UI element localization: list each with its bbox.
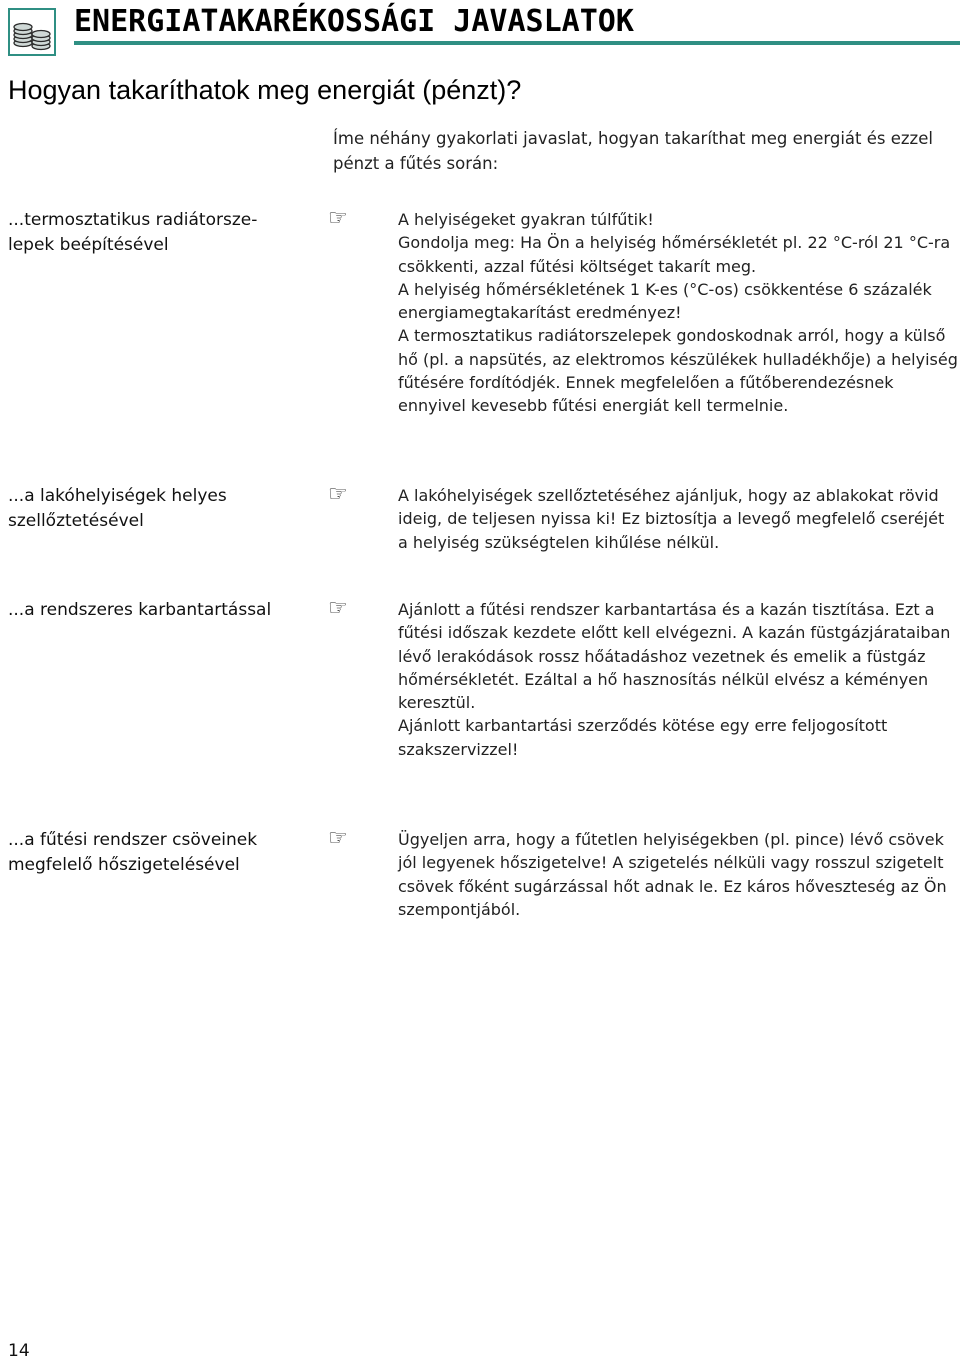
pointing-hand-icon: ☞ [328,206,348,231]
tip-label: ...a fűtési rendszer csöveinek megfelelő hőszigetelésével [8,830,258,875]
coins-stack-icon [8,8,56,56]
tip-paragraph: A helyiség hőmérsékletének 1 K-es (°C-os) csökkentése 6 százalék energiamegtakarítást eredményez! [398,279,932,323]
title-underline [74,41,960,45]
pointing-hand-icon: ☞ [328,826,348,851]
intro-paragraph: Íme néhány gyakorlati javaslat, hogyan takaríthat meg energiát és ezzel pénzt a fűtés során: [333,129,933,173]
tip-paragraph: Ajánlott karbantartási szerződés kötése egy erre feljogosított szakszervizzel! [398,716,888,759]
tip-paragraph: A termosztatikus radiátorszelepek gondoskodnak arról, hogy a külső hő (pl. a napsütés, az elektromos készülékek hulladékhője) a helyiség fűtésére fordítódjék. Ennek megfelelően a fűtőberendezésnek ennyivel kevesebb fűtési energiát kell termelnie. [398,326,958,416]
tip-paragraph: Ügyeljen arra, hogy a fűtetlen helyiségekben (pl. pince) lévő csövek jól legyenek hőszigetelve! A szigetelés nélküli vagy rosszul szigetelt csövek főként sugárzással hőt adnak le. Ez káros hőveszteség az Ön szempontjából. [398,830,947,919]
pointing-hand-icon: ☞ [328,482,348,507]
pointing-hand-icon: ☞ [328,596,348,621]
tip-paragraph: A lakóhelyiségek szellőztetéséhez ajánljuk, hogy az ablakokat rövid ideig, de teljesen nyissa ki! Ez biztosítja a levegő megfelelő cseréjét a helyiség szükségtelen kihűlése nélkül. [398,486,945,552]
tip-label: ...termosztatikus radiátorsze- lepek beépítésével [8,210,258,255]
page-number: 14 [8,1341,30,1361]
page-title: ENERGIATAKARÉKOSSÁGI JAVASLATOK [74,4,634,39]
tip-body [398,828,958,921]
tip-paragraph: Ajánlott a fűtési rendszer karbantartása és a kazán tisztítása. Ezt a fűtési időszak kezdete előtt kell elvégezni. A kazán füstgázjárataiban lévő lerakódások rossz hőátadáshoz vezetnek és emelik a füstgáz hőmérsékletét. Ezáltal a hő hasznosítás nélkül elvész a kéményen keresztül. [398,600,951,713]
tip-body [398,598,958,761]
section-heading: Hogyan takaríthatok meg energiát (pénzt)? [8,75,522,105]
tip-paragraph: A helyiségeket gyakran túlfűtik! Gondolja meg: Ha Ön a helyiség hőmérsékletét pl. 22 °C-ról 21 °C-ra csökkenti, azzal fűtési költséget takarít meg. [398,210,951,276]
tip-body [398,208,958,418]
tip-label: ...a lakóhelyiségek helyes szellőztetésével [8,486,227,531]
tip-body [398,484,958,554]
tip-label: ...a rendszeres karbantartással [8,600,272,620]
